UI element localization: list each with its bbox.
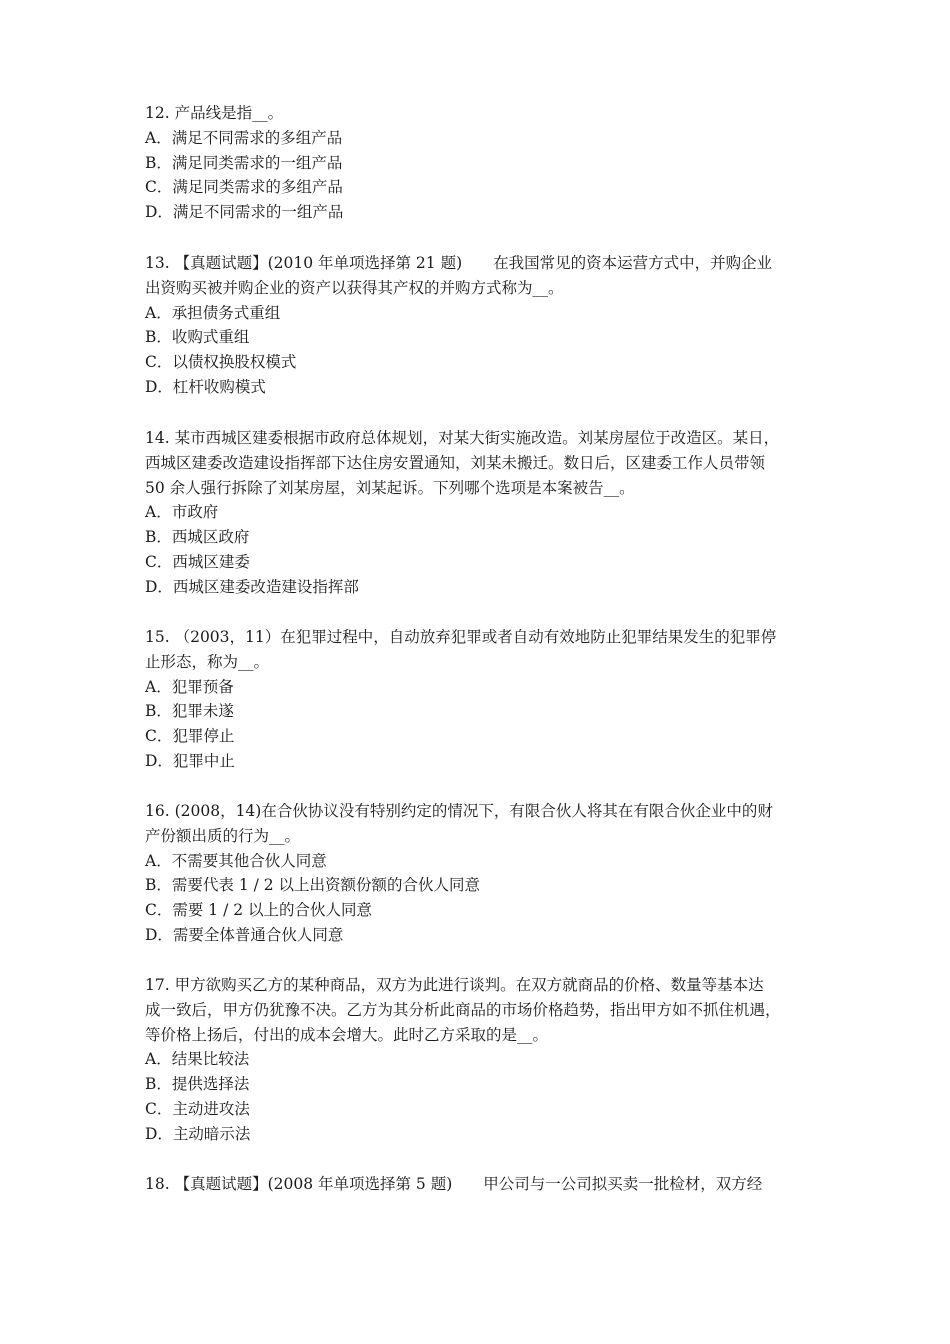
option-a: A．结果比较法 [145,1050,250,1069]
option-c: C．需要 1 / 2 以上的合伙人同意 [145,901,373,920]
option-d: D．犯罪中止 [145,751,235,770]
option-d: D．西城区建委改造建设指挥部 [145,577,359,596]
option-a: A．承担债务式重组 [145,303,281,322]
question-16 [145,799,815,948]
question-stem: 50 余人强行拆除了刘某房屋，刘某起诉。下列哪个选项是本案被告__。 [145,478,635,497]
option-b: B．西城区政府 [145,528,250,547]
option-c: C．以债权换股权模式 [145,353,297,372]
option-c: C．主动进攻法 [145,1099,250,1118]
question-stem: 15. （2003，11）在犯罪过程中，自动放弃犯罪或者自动有效地防止犯罪结果发生的犯罪停 [145,628,777,646]
question-stem: 成一致后，甲方仍犹豫不决。乙方为其分析此商品的市场价格趋势，指出甲方如不抓住机遇， [145,1000,781,1019]
question-18 [145,1172,815,1197]
option-a: A．市政府 [145,503,219,522]
question-stem: 12. 产品线是指__。 [145,104,284,122]
option-c: C．西城区建委 [145,552,250,571]
question-12 [145,101,815,225]
option-d: D．满足不同需求的一组产品 [145,203,344,222]
option-b: B．收购式重组 [145,328,250,347]
option-c: C．犯罪停止 [145,727,235,746]
question-stem: 16. (2008，14)在合伙协议没有特别约定的情况下，有限合伙人将其在有限合伙企业中的财 [145,802,773,820]
question-15 [145,625,815,774]
question-stem: 14. 某市西城区建委根据市政府总体规划，对某大街实施改造。刘某房屋位于改造区。某日， [145,429,780,447]
question-stem: 18. 【真题试题】(2008 年单项选择第 5 题) 甲公司与一公司拟买卖一批检材，双方经 [145,1175,763,1193]
option-b: B．需要代表 1 / 2 以上出资额份额的合伙人同意 [145,876,481,895]
option-c: C．满足同类需求的多组产品 [145,178,343,197]
question-stem: 止形态，称为__。 [145,652,270,671]
option-b: B．犯罪未遂 [145,702,234,721]
question-stem: 出资购买被并购企业的资产以获得其产权的并购方式称为__。 [145,278,564,297]
question-stem: 产份额出质的行为__。 [145,826,301,845]
question-stem: 17. 甲方欲购买乙方的某种商品，双方为此进行谈判。在双方就商品的价格、数量等基本达 [145,976,764,994]
option-a: A．犯罪预备 [145,677,234,696]
option-d: D．杠杆收购模式 [145,377,266,396]
option-a: A．不需要其他合伙人同意 [145,851,327,870]
option-a: A．满足不同需求的多组产品 [145,128,343,147]
question-14 [145,426,815,600]
option-b: B．满足同类需求的一组产品 [145,153,343,172]
option-d: D．主动暗示法 [145,1124,251,1143]
option-d: D．需要全体普通合伙人同意 [145,925,344,944]
question-stem: 13. 【真题试题】(2010 年单项选择第 21 题) 在我国常见的资本运营方式中，并购企业 [145,254,773,272]
question-13 [145,251,815,400]
question-stem: 等价格上扬后，付出的成本会增大。此时乙方采取的是__。 [145,1025,549,1044]
option-b: B．提供选择法 [145,1075,250,1094]
question-17 [145,973,815,1147]
question-stem: 西城区建委改造建设指挥部下达住房安置通知，刘某未搬迁。数日后，区建委工作人员带领 [145,453,766,472]
